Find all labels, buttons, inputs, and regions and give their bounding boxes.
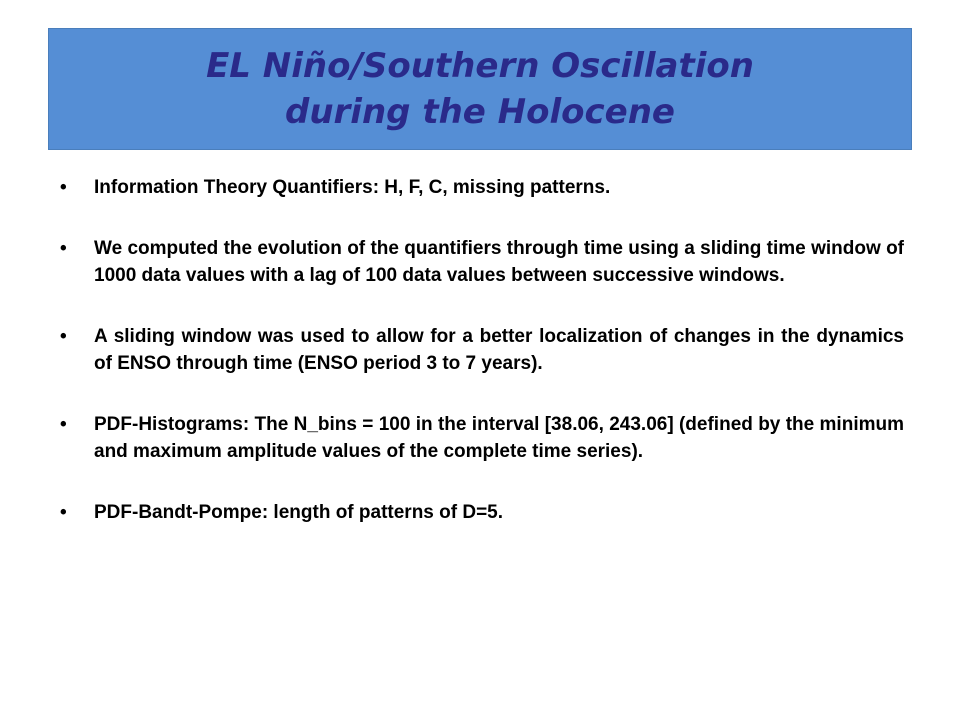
bullet-item-quantifiers — [60, 174, 904, 201]
title-banner — [48, 28, 912, 150]
bullet-text: A sliding window was used to allow for a better localization of changes in the dynamics of ENSO through time (ENSO period 3 to 7 years). — [94, 326, 904, 374]
bullet-icon: • — [60, 502, 67, 523]
bullet-text: We computed the evolution of the quantifiers through time using a sliding time window of 1000 data values with a lag of 100 data values between successive windows. — [94, 238, 904, 286]
bullet-icon: • — [60, 177, 67, 198]
bullet-icon: • — [60, 414, 67, 435]
bullet-text: PDF-Bandt-Pompe: length of patterns of D=5. — [94, 502, 504, 523]
bullet-list — [60, 174, 904, 560]
bullet-item-pdf-bandt-pompe — [60, 499, 904, 526]
bullet-text: PDF-Histograms: The N_bins = 100 in the interval [38.06, 243.06] (defined by the minimum and maximum amplitude values of the complete time series). — [94, 414, 904, 462]
slide-title-line-1: EL Niño/Southern Oscillation — [206, 46, 754, 86]
slide-title-line-2: during the Holocene — [284, 92, 675, 132]
bullet-item-pdf-histograms — [60, 411, 904, 465]
bullet-item-localization — [60, 323, 904, 377]
bullet-icon: • — [60, 238, 67, 259]
bullet-text: Information Theory Quantifiers: H, F, C, missing patterns. — [94, 177, 611, 198]
bullet-icon: • — [60, 326, 67, 347]
bullet-item-sliding-window-computation — [60, 235, 904, 289]
